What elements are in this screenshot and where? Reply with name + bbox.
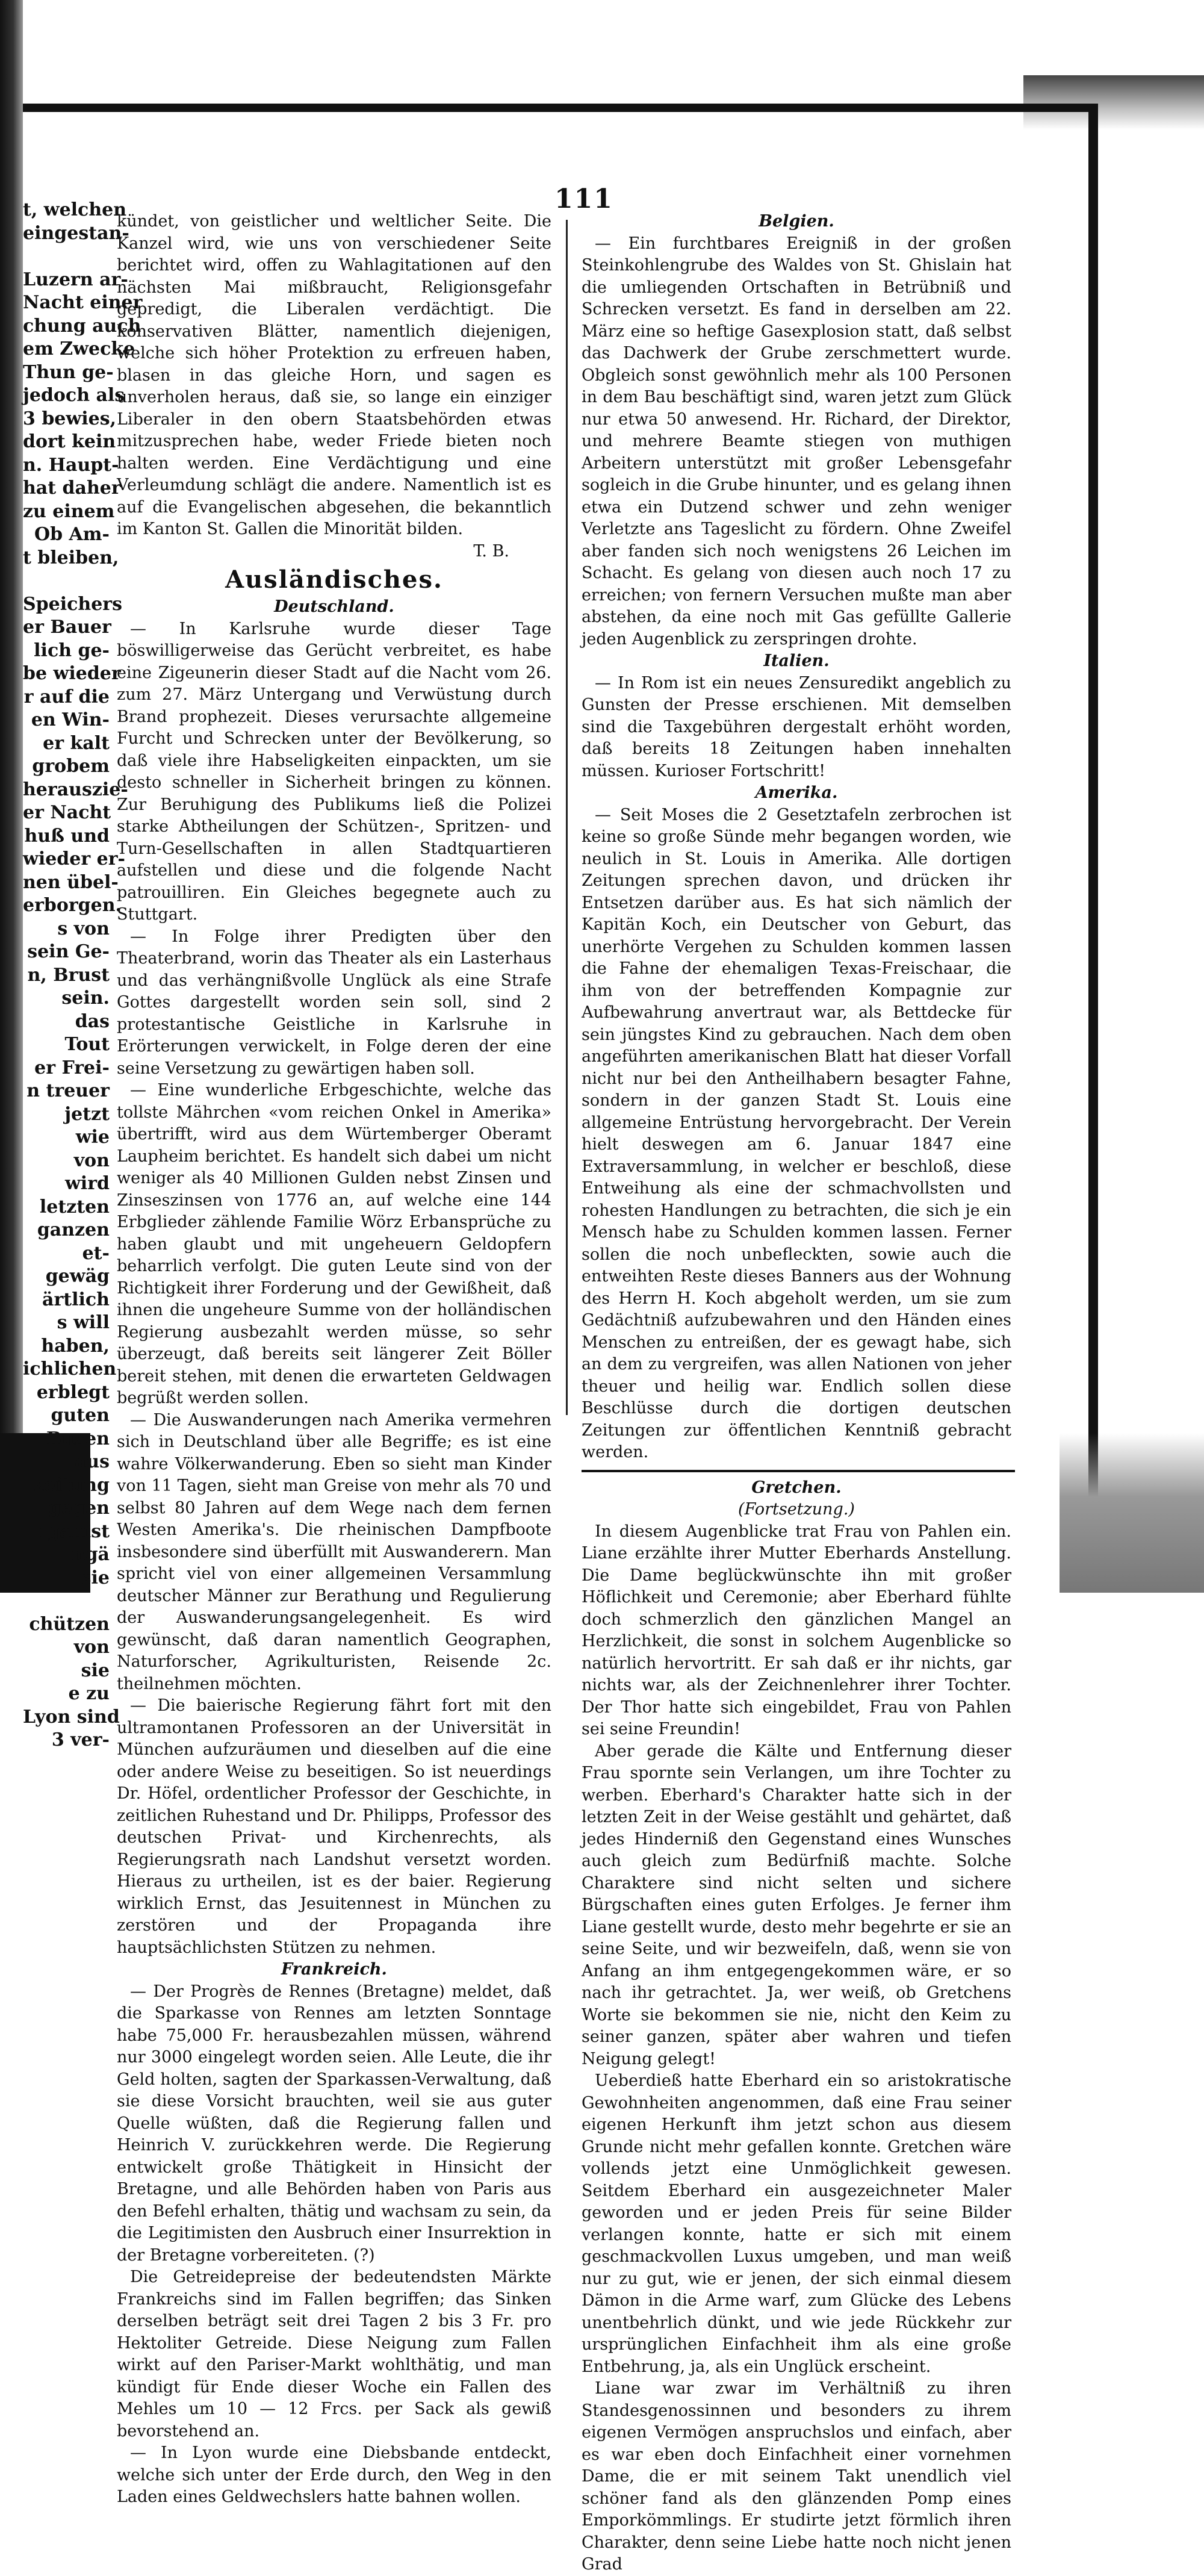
bleed-line: sein Ge- xyxy=(27,941,110,962)
bleed-line: er Nacht xyxy=(23,802,111,823)
scan-binding-shadow xyxy=(0,0,23,1593)
bleed-line: sie xyxy=(81,1567,110,1588)
bleed-line: s will xyxy=(57,1312,110,1333)
article-paragraph: — Die baierische Regierung fährt fort mit den ultramontanen Professoren an der Universität in München aufzuräumen und dieselben auf die eine oder andere Weise zu beseitigen. So ist neuerdings Dr. Höfel, ordentlicher Professor der Geschichte, in zeitlichen Ruhestand und Dr. Philipps, Professor des deutschen Privat- und Kirchenrechts, als Regierungsrath nach Landshut versetzt worden. Hieraus zu urtheilen, ist es der baier. Regierung wirklich Ernst, das Jesuitennest in München zu zerstören und der Propaganda ihre hauptsächlichsten Stützen zu nehmen. xyxy=(117,1696,551,1957)
country-heading-italy: Italien. xyxy=(763,652,830,670)
bleed-line: dort kein xyxy=(23,431,116,452)
bleed-line: iganist xyxy=(40,1520,110,1542)
bleed-line: n. Haupt- xyxy=(23,454,119,476)
bleed-line: guten xyxy=(51,1405,110,1426)
bleed-line: Lyon sind xyxy=(23,1706,120,1728)
country-heading-france: Frankreich. xyxy=(281,1960,387,1979)
bleed-line: wie xyxy=(75,1127,110,1148)
bleed-line: t bleiben, xyxy=(23,547,119,568)
bleed-line: von xyxy=(73,1150,110,1171)
bleed-line: zu einem xyxy=(23,500,115,522)
scan-shadow-bottom-right xyxy=(1060,1433,1204,1593)
section-title-foreign-news: Ausländisches. xyxy=(225,565,443,594)
bleed-line: Ob Am- xyxy=(34,524,110,545)
bleed-line: grobem xyxy=(32,756,110,777)
bleed-line xyxy=(23,1590,113,1613)
bleed-line: aus xyxy=(74,1451,110,1472)
bleed-line: s von xyxy=(57,918,110,939)
country-heading-belgium: Belgien. xyxy=(759,212,834,231)
scan-shadow-top-right xyxy=(1023,75,1204,129)
bleed-line: zeitung xyxy=(34,1474,110,1496)
bleed-line: erborgen. xyxy=(23,895,122,916)
section-rule xyxy=(582,1470,1015,1472)
page-number: 111 xyxy=(554,184,613,214)
bleed-line: gewäg xyxy=(45,1266,110,1287)
bleed-line: et- xyxy=(82,1242,110,1264)
bleed-line: hat daher xyxy=(23,478,121,499)
article-paragraph: — In Karlsruhe wurde dieser Tage böswilligerweise das Gerücht verbreitet, es habe eine Zigeunerin dieser Stadt auf die Nacht vom 26. zum 27. März Untergang und Verwüstung durch Brand prophezeit. Dieses verursachte allgemeine Furcht und Schrecken unter der Bevölkerung, so daß viele ihre Habseligkeiten einpackten, um sie desto schneller in Sicherheit bringen zu können. Zur Beruhigung des Publikums ließ die Polizei starke Abtheilungen der Schützen-, Spritzen- und Turn-Gesellschaften in allen Stadtquartieren aufstellen und diese und die folgende Nacht patrouilliren. Ein Gleiches begegnete auch zu Stuttgart. xyxy=(117,619,551,924)
bleed-line: be wieder xyxy=(23,663,121,684)
bleed-line: huß und xyxy=(24,825,110,847)
bleed-line: haben, xyxy=(41,1335,110,1357)
bleed-line: von xyxy=(73,1637,110,1658)
bleed-line xyxy=(23,570,113,593)
bleed-line: r auf die xyxy=(23,686,110,708)
bleed-line xyxy=(23,245,113,269)
serial-paragraph: Aber gerade die Kälte und Entfernung dieser Frau spornte sein Verlangen, um ihre Tochter zu werben. Eberhard's Charakter hatte sich in der letzten Zeit in der Weise gestählt und gehärtet, daß jedes Hinderniß den Gegenstand eines Wunsches auch gleich zum Bedürfniß machte. Solche Charaktere sind nicht selten und sichere Bürgschaften eines guten Erfolges. Je ferner ihm Liane gestellt wurde, desto mehr begehrte er sie an seine Seite, und wir bezweifeln, daß, wenn sie von Anfang an ihm entgegengekommen wäre, er so nach ihr getrachtet. Ja, wer weiß, ob Gretchens Worte sie bekommen sie nie, nicht den Keim zu seiner ganzen, später aber wahren und tiefen Neigung gelegt! xyxy=(582,1741,1011,2068)
bleed-line: em Zwecke xyxy=(23,338,135,359)
article-paragraph: — Ein furchtbares Ereigniß in der großen Steinkohlengrube des Waldes von St. Ghislain hat die umliegenden Ortschaften in Betrübniß und Schrecken versetzt. Es fand in derselben am 22. März eine so heftige Gasexplosion statt, daß selbst das Dachwerk der Grube zerschmettert wurde. Obgleich sonst gewöhnlich mehr als 100 Personen in dem Bau beschäftigt sind, waren jetzt zum Glück nur etwa 50 anwesend. Hr. Richard, der Direktor, und mehrere Beamte stiegen von muthigen Arbeitern unterstützt mit großer Lebensgefahr sogleich in die Grube hinunter, und es gelang ihnen etwa ein Dutzend schwer und zehn weniger Verletzte ans Tageslicht zu fördern. Ohne Zweifel aber fanden sich noch wenigstens 26 Leichen im Schacht. Es gelang von diesen auch noch 17 zu erreichen; von fernern Versuchen mußte man aber abstehen, da eine noch mit Gas gefüllte Gallerie jeden Augenblick zu zerspringen drohte. xyxy=(582,234,1011,649)
article-paragraph: — In Rom ist ein neues Zensuredikt angeblich zu Gunsten der Presse erschienen. Mit demselben sind die Taxgebühren dergestalt erhöht worden, daß bereits 18 Zeitungen haben innehalten müssen. Kurioser Fortschritt! xyxy=(582,673,1011,780)
bleed-line: sein. xyxy=(61,988,110,1009)
bleed-line: gegen xyxy=(48,1498,110,1519)
bleed-line: n treuer xyxy=(26,1080,110,1101)
bleed-line: Busen xyxy=(46,1428,110,1449)
country-heading-america: Amerika. xyxy=(755,783,838,802)
bleed-line: ngä xyxy=(72,1544,110,1565)
article-signature: T. B. xyxy=(473,541,509,561)
article-paragraph: — In Lyon wurde eine Diebsbande entdeckt, welche sich unter der Erde durch, den Weg in den Laden eines Geldwechslers hatte bahnen wollen. xyxy=(117,2444,551,2506)
bleed-line: ichlichen xyxy=(23,1358,117,1380)
article-paragraph: — Die Auswanderungen nach Amerika vermehren sich in Deutschland über alle Begriffe; es ist eine wahre Völkerwanderung. Eben so sieht man Kinder von 11 Tagen, sieht man Greise von mehr als 70 und selbst 80 Jahren auf dem Wege nach dem fernen Westen Amerika's. Die rheinischen Dampfboote insbesondere sind überfüllt mit Auswanderern. Man spricht viel von einer allgemeinen Versammlung deutscher Männer zur Berathung und Regulierung der Auswanderungsangelegenheit. Es wird gewünscht, daß daran namentlich Geographen, Naturforscher, Agrikulturisten, Reisende 2c. theilnehmen möchten. xyxy=(117,1410,551,1693)
bleed-line: herauszie- xyxy=(23,779,128,800)
bleed-line: das xyxy=(75,1010,110,1032)
bleed-line: erblegt xyxy=(36,1381,110,1403)
bleed-line: sie xyxy=(81,1660,110,1681)
bleed-line: Thun ge- xyxy=(23,361,114,383)
bleed-line: nen übel- xyxy=(23,871,119,893)
page-edge-top xyxy=(0,104,1096,112)
serial-title: Gretchen. xyxy=(751,1478,842,1497)
article-paragraph: — In Folge ihrer Predigten über den Theaterbrand, worin das Theater als ein Lasterhaus und das verhängnißvolle Unglück als eine Strafe Gottes dargestellt worden sein soll, sind 2 protestantische Geistliche in Karlsruhe in Erörterungen verwickelt, in Folge deren der eine seine Versetzung zu gewärtigen haben soll. xyxy=(117,927,551,1078)
bleed-line: jetzt xyxy=(64,1103,110,1125)
bleed-line: Speichers xyxy=(23,593,122,615)
bleed-line: Nacht einer xyxy=(23,292,143,313)
bleed-line: ganzen xyxy=(37,1219,110,1240)
bleed-line: e zu xyxy=(68,1683,110,1704)
bleed-line: 3 bewies, xyxy=(23,408,117,429)
article-paragraph: — Seit Moses die 2 Gesetztafeln zerbrochen ist keine so große Sünde mehr begangen worden, wie neulich in St. Louis in Amerika. Alle dortigen Zeitungen sprechen davon, und drücken ihr Entsetzen darüber aus. Es hat sich nämlich der Kapitän Koch, ein Deutscher von Geburt, das unerhörte Vergehen zu Schulden kommen lassen die Fahne der ehemaligen Texas-Freischaar, die ihm von der betreffenden Kompagnie zur Aufbewahrung anvertraut war, als Bettdecke für sein jüngstes Kind zu gebrauchen. Nach dem oben angeführten amerikanischen Blatt hat dieser Vorfall nicht nur bei den Antheilhabern besagter Fahne, sondern in der ganzen Stadt St. Louis eine allgemeine Entrüstung hervorgebracht. Der Verein hielt deswegen am 6. Januar 1847 eine Extraversammlung, in welcher er beschloß, diese Entweihung als eine der schmachvollsten und rohesten Handlungen zu betrachten, die sich je ein Mensch habe zu Schulden kommen lassen. Ferner sollen die noch unbefleckten, sowie auch die entweihten Reste dieses Banners aus der Wohnung des Herrn H. Koch abgeholt werden, um sie zum Gedächtniß aufzubewahren und den Händen eines Menschen zu entreißen, der es gewagt habe, sich an dem zu vergreifen, was allen Nationen von jeher theuer und heilig war. Endlich sollen diese Beschlüsse durch die dortigen deutschen Zeitungen zur öffentlichen Kenntniß gebracht werden. xyxy=(582,805,1011,1461)
page-edge-right xyxy=(1088,104,1098,1501)
bleed-line: chützen xyxy=(29,1613,110,1635)
bleed-line: er Frei- xyxy=(34,1057,110,1078)
country-heading-germany: Deutschland. xyxy=(274,597,394,616)
left-column xyxy=(117,211,551,2509)
article-paragraph: — Der Progrès de Rennes (Bretagne) meldet, daß die Sparkasse von Rennes am letzten Sonntage habe 75,000 Fr. herausbezahlen müssen, während nur 3000 eingelegt worden seien. Alle Leute, die ihr Geld holten, sagten der Sparkassen-Verwaltung, daß sie diese Vorsicht brauchten, weil sie aus guter Quelle wüßten, daß die Regierung fallen und Heinrich V. zurückkehren werde. Die Regierung entwickelt große Thätigkeit in Hinsicht der Bretagne, und alle Behörden haben von Paris aus den Befehl erhalten, thätig und wachsam zu sein, da die Legitimisten den Ausbruch einer Insurrektion in der Bretagne vorbereiteten. (?) xyxy=(117,1982,551,2265)
bleed-line: n, Brust xyxy=(27,964,110,986)
serial-paragraph: Liane war zwar im Verhältniß zu ihren Standesgenossinnen und besonders zu ihrem eigenen Vermögen anspruchslos und einfach, aber es war eben doch Einfachheit einer vornehmen Dame, die er mit seinem Takt unendlich viel schöner fand als den glänzenden Pomp eines Emporkömmlings. Er studirte jetzt förmlich ihren Charakter, denn seine Liebe hatte noch nicht jenen Grad xyxy=(582,2379,1011,2574)
bleed-line: wird xyxy=(64,1173,110,1194)
bleed-line: Tout xyxy=(64,1034,110,1055)
bleed-line: eingestan- xyxy=(23,222,129,244)
article-paragraph: Die Getreidepreise der bedeutendsten Märkte Frankreichs sind im Fallen begriffen; das Sinken derselben beträgt seit drei Tagen 2 bis 3 Fr. pro Hektoliter Getreide. Diese Neigung zum Fallen wirkt auf den Pariser-Markt wohlthätig, und man kündigt für Ende dieser Woche ein Fallen des Mehles um 10 — 12 Frcs. per Sack als gewiß bevorstehend an. xyxy=(117,2268,551,2441)
bleed-line: er kalt xyxy=(43,732,110,754)
column-divider xyxy=(566,220,568,1415)
bleed-line: ärtlich xyxy=(42,1289,110,1310)
bleed-line: chung auch xyxy=(23,315,141,337)
serial-continuation-label: (Fortsetzung.) xyxy=(738,1500,855,1519)
bleed-line: en Win- xyxy=(31,709,110,730)
bleed-line: letzten xyxy=(39,1196,110,1218)
bleed-line: er Bauer xyxy=(23,617,111,638)
serial-paragraph: In diesem Augenblicke trat Frau von Pahlen ein. Liane erzählte ihrer Mutter Eberhards Anstellung. Die Dame beglückwünschte ihn mit großer Höflichkeit und Ceremonie; aber Eberhard fühlte doch schmerzlich den gänzlichen Mangel an Herzlichkeit, die sonst in solchem Augenblicke so natürlich hervortritt. Er sah daß er ihr nichts, gar nichts war, als der Zeichnenlehrer ihrer Tochter. Der Thor hatte sich eingebildet, Frau von Pahlen sei seine Freundin! xyxy=(582,1522,1011,1738)
previous-page-bleed-text xyxy=(23,199,143,1750)
bleed-line: lich ge- xyxy=(34,639,110,661)
scan-margin-top xyxy=(0,0,1204,42)
article-paragraph: kündet, von geistlicher und weltlicher Seite. Die Kanzel wird, wie uns von verschiedener Seite berichtet wird, offen zu Wahlagitationen auf den nächsten Mai mißbraucht, Religionsgefahr gepredigt, die Liberalen verdächtigt. Die konservativen Blätter, namentlich diejenigen, welche sich höher Protektion zu erfreuen haben, blasen in das gleiche Horn, und sagen es unverholen heraus, daß sie, so lange ein einziger Liberaler in den obern Staatsbehörden etwas mitzusprechen habe, weder Friede bieten noch halten werden. Eine Verdächtigung und eine Verleumdung schlägt die andere. Namentlich ist es auf die Evangelischen abgesehen, die bekanntlich im Kanton St. Gallen die Minorität bilden. xyxy=(117,212,551,538)
right-column xyxy=(582,211,1011,2576)
bleed-line: wieder er- xyxy=(23,848,125,870)
bleed-line: t, welchen xyxy=(23,199,127,220)
article-paragraph: — Eine wunderliche Erbgeschichte, welche das tollste Mährchen «vom reichen Onkel in Amerika» übertrifft, wird aus dem Würtemberger Oberamt Laupheim berichtet. Es handelt sich dabei um nicht weniger als 40 Millionen Gulden nebst Zinsen und Zinseszinsen von 1776 an, auf welche eine 144 Erbglieder zählende Familie Wörz Erbansprüche zu haben glaubt und mit ungeheuern Geldopfern beharrlich verfolgt. Die guten Leute sind von der Richtigkeit ihrer Forderung und der Gewißheit, daß ihnen die ungeheure Summe von der holländischen Regierung ausbezahlt werden müsse, so sehr überzeugt, daß bereits seit längerer Zeit Böller bereit stehen, mit denen die erwarteten Geldwagen begrüßt werden sollen. xyxy=(117,1081,551,1407)
bleed-line: Luzern ar- xyxy=(23,269,128,290)
serial-paragraph: Ueberdieß hatte Eberhard ein so aristokratische Gewohnheiten angenommen, daß eine Frau seiner eigenen Herkunft ihm jetzt schon aus diesem Grunde nicht mehr gefallen konnte. Gretchen wäre vollends jetzt eine Unmöglichkeit gewesen. Seitdem Eberhard ein ausgezeichneter Maler geworden und er jeden Preis für seine Bilder verlangen konnte, hatte er sich mit einem geschmackvollen Luxus umgeben, und man weiß nur zu gut, wie er jenen, der sich einmal diesem Dämon in die Arme warf, zum Glücke des Lebens unentbehrlich dünkt, und wie jede Rückkehr zur ursprünglichen Einfachheit ihm als eine große Entbehrung, ja, als ein Unglück erscheint. xyxy=(582,2071,1011,2376)
bleed-line: 3 ver- xyxy=(51,1729,110,1750)
bleed-line: jedoch als xyxy=(23,385,125,406)
